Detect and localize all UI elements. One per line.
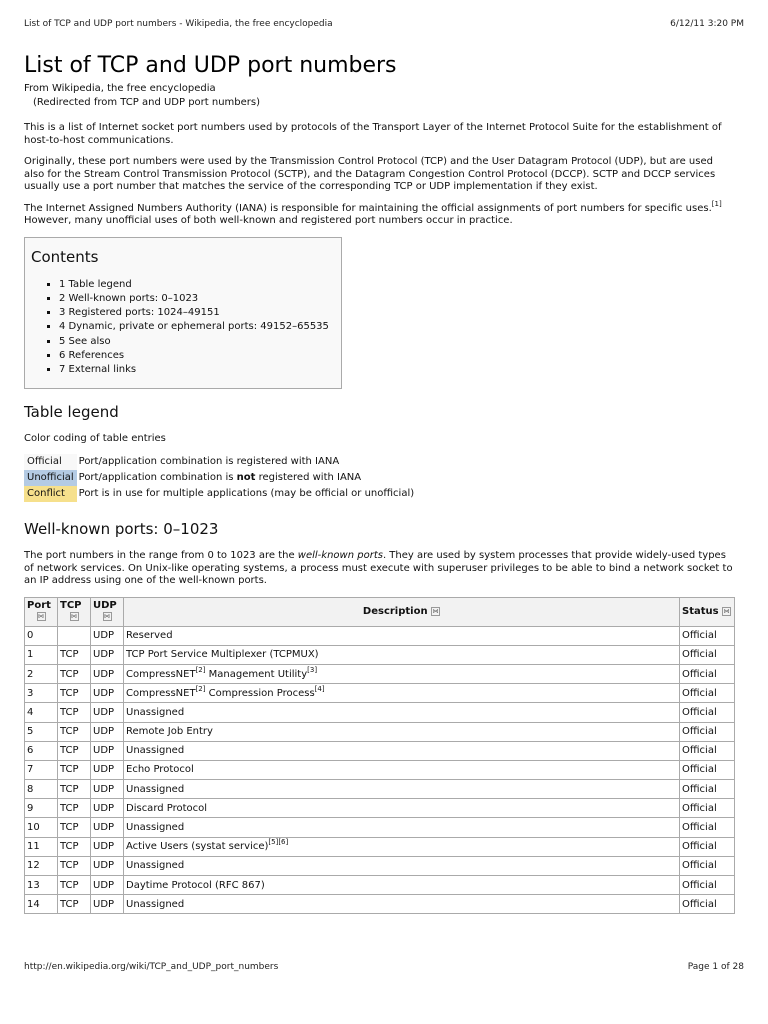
cell-udp: UDP [91, 626, 124, 645]
cell-port: 1 [25, 645, 58, 664]
legend-row-official [24, 454, 416, 470]
footer-page: Page 1 of 28 [687, 962, 744, 972]
page-title: List of TCP and UDP port numbers [24, 53, 397, 78]
ref-link[interactable]: [6] [278, 838, 289, 847]
cell-status: Official [680, 818, 735, 837]
ref-link[interactable]: [5] [268, 838, 279, 847]
cell-tcp: TCP [58, 684, 91, 703]
cell-description: Unassigned [124, 895, 680, 914]
cell-description: Daytime Protocol (RFC 867) [124, 876, 680, 895]
ref-link[interactable]: [2] [195, 684, 206, 693]
intro-paragraph-2: Originally, these port numbers were used by the Transmission Control Protocol (TCP) and the User Datagram Protocol (UDP), but are used also for the Stream Control Transmission Protocol (SCTP), and the Datagram Congestion Control Protocol (DCCP). SCTP and DCCP services usually use a port number that matches the service of the corresponding TCP or UDP implementation if they exist. [24, 156, 716, 192]
cell-status: Official [680, 837, 735, 856]
cell-tcp [58, 626, 91, 645]
cell-status: Official [680, 780, 735, 799]
legend-row-unofficial [24, 470, 416, 486]
sort-icon[interactable]: ⋈ [38, 613, 44, 621]
cell-udp: UDP [91, 741, 124, 760]
legend-tag-conflict: Conflict [24, 486, 77, 502]
cell-port: 7 [25, 760, 58, 779]
print-header [24, 19, 744, 29]
cell-udp: UDP [91, 664, 124, 683]
table-header-row [25, 597, 735, 626]
col-udp[interactable]: UDP ⋈ [91, 597, 124, 626]
well-known-paragraph: The port numbers in the range from 0 to 1023 are the well-known ports. They are used by system processes that provide widely-used types of network services. On Unix-like operating systems, a process must execute with superuser privileges to be able to bind a network socket to an IP address using one of the well-known ports. [24, 550, 733, 587]
table-row [25, 876, 735, 895]
cell-status: Official [680, 684, 735, 703]
cell-udp: UDP [91, 645, 124, 664]
table-row [25, 837, 735, 856]
legend-text: Port is in use for multiple applications (may be official or unofficial) [78, 488, 415, 500]
table-row [25, 818, 735, 837]
col-description[interactable]: Description ⋈ [124, 597, 680, 626]
toc-item[interactable]: ▪ 2 Well-known ports: 0–1023 [59, 292, 333, 306]
table-row [25, 741, 735, 760]
ref-link[interactable]: [1] [711, 199, 722, 208]
cell-description: Unassigned [124, 703, 680, 722]
cell-port: 6 [25, 741, 58, 760]
toc-item[interactable]: ▪ 7 External links [59, 363, 333, 377]
cell-status: Official [680, 895, 735, 914]
cell-status: Official [680, 626, 735, 645]
table-row [25, 760, 735, 779]
cell-udp: UDP [91, 780, 124, 799]
cell-port: 8 [25, 780, 58, 799]
cell-tcp: TCP [58, 760, 91, 779]
footer-url: http://en.wikipedia.org/wiki/TCP_and_UDP_port_numbers [24, 962, 279, 972]
cell-description: Unassigned [124, 856, 680, 875]
legend-tag-official: Official [24, 454, 77, 470]
cell-udp: UDP [91, 703, 124, 722]
cell-status: Official [680, 722, 735, 741]
cell-status: Official [680, 799, 735, 818]
col-tcp[interactable]: TCP ⋈ [58, 597, 91, 626]
sort-icon[interactable]: ⋈ [104, 613, 110, 621]
cell-description: CompressNET[2] Compression Process[4] [124, 684, 680, 703]
legend-text: Port/application combination is registered with IANA [78, 456, 340, 468]
cell-udp: UDP [91, 895, 124, 914]
section-heading-legend: Table legend [24, 402, 119, 421]
cell-description: Reserved [124, 626, 680, 645]
cell-tcp: TCP [58, 664, 91, 683]
header-datetime: 6/12/11 3:20 PM [670, 19, 744, 29]
table-row [25, 664, 735, 683]
cell-port: 14 [25, 895, 58, 914]
table-row [25, 895, 735, 914]
header-title: List of TCP and UDP port numbers - Wikipedia, the free encyclopedia [24, 19, 333, 29]
cell-tcp: TCP [58, 780, 91, 799]
legend-tag-unofficial: Unofficial [24, 470, 77, 486]
table-body [25, 626, 735, 914]
redirect-note: (Redirected from TCP and UDP port numbers) [33, 97, 261, 108]
cell-port: 11 [25, 837, 58, 856]
cell-port: 5 [25, 722, 58, 741]
cell-tcp: TCP [58, 799, 91, 818]
sort-icon[interactable]: ⋈ [71, 613, 77, 621]
cell-udp: UDP [91, 760, 124, 779]
table-row [25, 722, 735, 741]
toc-item[interactable]: ▪ 6 References [59, 349, 333, 363]
cell-udp: UDP [91, 876, 124, 895]
legend-table [24, 454, 416, 502]
intro-paragraph-3: The Internet Assigned Numbers Authority (IANA) is responsible for maintaining the official assignments of port numbers for specific uses.[1] However, many unofficial uses of both well-known and registered port numbers occur in practice. [24, 199, 722, 226]
cell-port: 4 [25, 703, 58, 722]
cell-port: 3 [25, 684, 58, 703]
cell-status: Official [680, 703, 735, 722]
legend-row-conflict [24, 486, 416, 502]
cell-status: Official [680, 645, 735, 664]
cell-tcp: TCP [58, 703, 91, 722]
section-heading-well-known: Well-known ports: 0–1023 [24, 520, 219, 539]
ref-link[interactable]: [2] [195, 665, 206, 674]
col-port[interactable]: Port ⋈ [25, 597, 58, 626]
cell-description: Discard Protocol [124, 799, 680, 818]
site-sub: From Wikipedia, the free encyclopedia [24, 83, 216, 94]
sort-icon[interactable]: ⋈ [723, 607, 730, 615]
cell-tcp: TCP [58, 741, 91, 760]
cell-udp: UDP [91, 799, 124, 818]
cell-description: TCP Port Service Multiplexer (TCPMUX) [124, 645, 680, 664]
table-row [25, 780, 735, 799]
cell-description: Unassigned [124, 780, 680, 799]
cell-udp: UDP [91, 856, 124, 875]
cell-status: Official [680, 741, 735, 760]
cell-description: Unassigned [124, 818, 680, 837]
cell-tcp: TCP [58, 722, 91, 741]
cell-udp: UDP [91, 722, 124, 741]
toc-item[interactable]: ▪ 5 See also [59, 335, 333, 349]
cell-tcp: TCP [58, 645, 91, 664]
cell-port: 12 [25, 856, 58, 875]
cell-tcp: TCP [58, 856, 91, 875]
ref-link[interactable]: [4] [314, 684, 325, 693]
cell-description: Remote Job Entry [124, 722, 680, 741]
cell-description: Echo Protocol [124, 760, 680, 779]
sort-icon[interactable]: ⋈ [432, 607, 439, 615]
cell-tcp: TCP [58, 895, 91, 914]
cell-status: Official [680, 856, 735, 875]
ref-link[interactable]: [3] [307, 665, 318, 674]
cell-tcp: TCP [58, 837, 91, 856]
cell-status: Official [680, 760, 735, 779]
cell-description: Active Users (systat service)[5][6] [124, 837, 680, 856]
print-footer [24, 962, 744, 972]
table-row [25, 684, 735, 703]
table-row [25, 856, 735, 875]
table-row [25, 645, 735, 664]
cell-tcp: TCP [58, 818, 91, 837]
cell-port: 13 [25, 876, 58, 895]
cell-udp: UDP [91, 837, 124, 856]
col-status[interactable]: Status ⋈ [680, 597, 735, 626]
legend-text: Port/application combination is not registered with IANA [78, 472, 362, 484]
table-of-contents [24, 237, 342, 389]
cell-port: 0 [25, 626, 58, 645]
toc-item[interactable]: ▪ 1 Table legend [59, 278, 333, 292]
ports-table [24, 597, 735, 915]
article-content [24, 52, 734, 914]
toc-item[interactable]: ▪ 3 Registered ports: 1024–49151 [59, 306, 333, 320]
cell-udp: UDP [91, 684, 124, 703]
toc-title: Contents [31, 247, 99, 266]
cell-port: 9 [25, 799, 58, 818]
table-row [25, 703, 735, 722]
table-row [25, 626, 735, 645]
cell-port: 2 [25, 664, 58, 683]
table-row [25, 799, 735, 818]
cell-udp: UDP [91, 818, 124, 837]
cell-status: Official [680, 664, 735, 683]
cell-description: Unassigned [124, 741, 680, 760]
legend-caption: Color coding of table entries [24, 432, 166, 444]
cell-tcp: TCP [58, 876, 91, 895]
cell-port: 10 [25, 818, 58, 837]
cell-status: Official [680, 876, 735, 895]
intro-paragraph-1: This is a list of Internet socket port numbers used by protocols of the Transport Layer of the Internet Protocol Suite for the establishment of host-to-host communications. [24, 122, 722, 146]
toc-item[interactable]: ▪ 4 Dynamic, private or ephemeral ports: 49152–65535 [59, 320, 333, 334]
cell-description: CompressNET[2] Management Utility[3] [124, 664, 680, 683]
toc-list [31, 278, 333, 378]
